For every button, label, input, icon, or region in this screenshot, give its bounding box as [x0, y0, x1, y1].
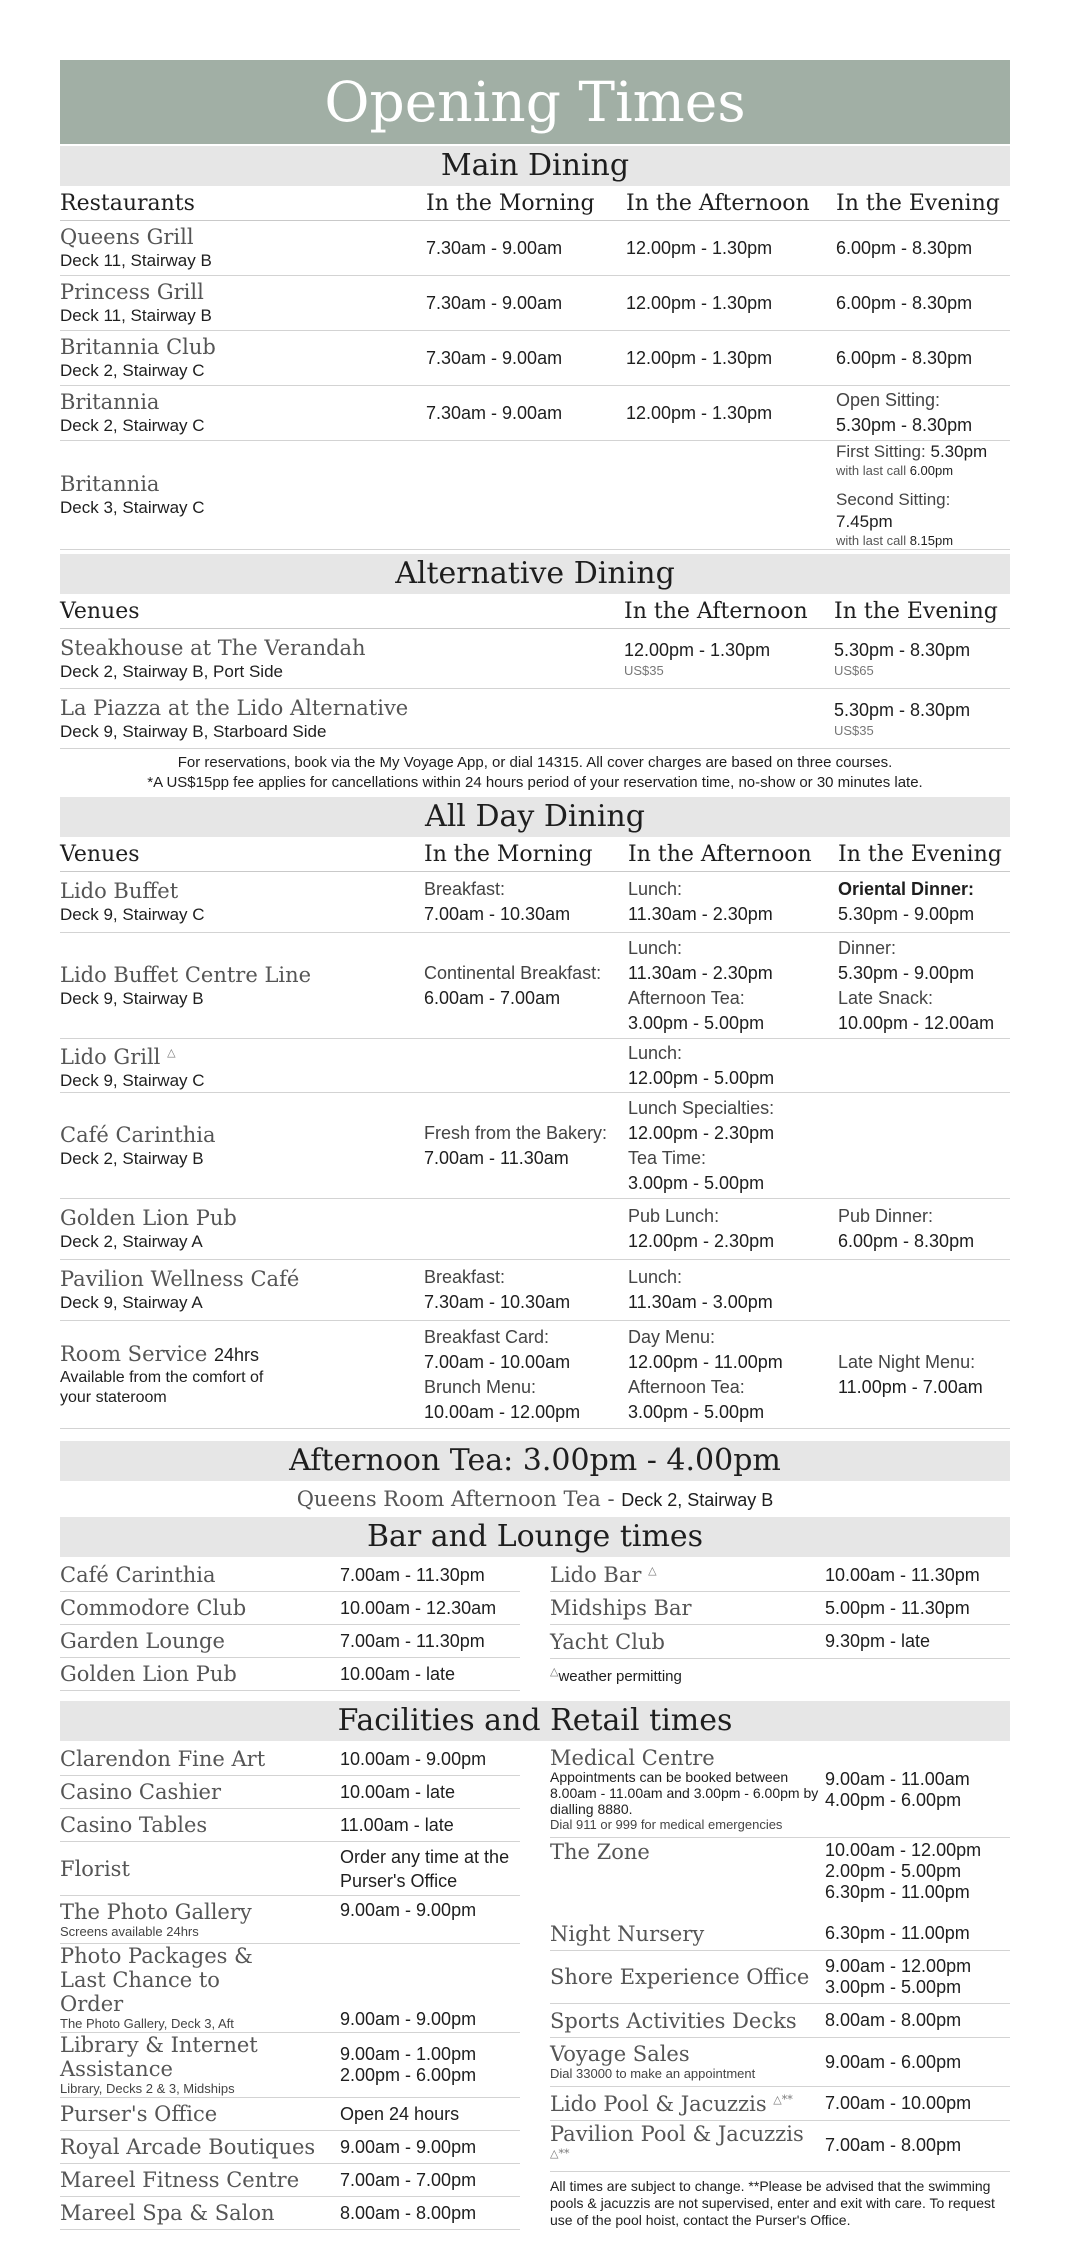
meal-time: 7.00am - 11.30am	[424, 1147, 569, 1168]
list-item	[550, 1743, 1010, 1837]
meal-time: 3.00pm - 5.00pm	[628, 1012, 765, 1033]
table-row	[60, 1260, 1010, 1321]
meal-time: 12.00pm - 11.00pm	[628, 1351, 783, 1372]
col-header: In the Afternoon	[626, 186, 836, 221]
venue-time: 9.00am - 9.00pm	[340, 1944, 520, 2033]
venue-location: Deck 2, Stairway B	[60, 1148, 204, 1168]
venue-time: 9.30pm - late	[825, 1625, 1010, 1658]
table-row	[60, 386, 1010, 441]
venue-name: Café Carinthia	[60, 1122, 216, 1147]
meal-time: 5.30pm - 9.00pm	[838, 904, 975, 924]
meal-time: 5.30pm - 9.00pm	[838, 962, 975, 983]
meal-time: 11.30am - 2.30pm	[628, 904, 773, 924]
venue-name: Lido Pool & Jacuzzis	[550, 2091, 767, 2116]
venue-location: Deck 11, Stairway B	[60, 251, 212, 270]
main-dining-heading: Main Dining	[60, 146, 1010, 186]
venue-name: Lido Grill	[60, 1044, 161, 1069]
meal-label: Afternoon Tea:	[628, 987, 745, 1008]
afternoon-time: 12.00pm - 1.30pm	[626, 386, 836, 441]
venue-name: Casino Tables	[60, 1809, 340, 1842]
venue-name: Voyage Sales	[550, 2042, 690, 2067]
afternoon-tea-location: Deck 2, Stairway B	[621, 1490, 774, 1510]
venue-name: Pavilion Wellness Café	[60, 1267, 300, 1291]
table-row	[60, 1321, 1010, 1429]
venue-name: La Piazza at the Lido Alternative	[60, 695, 409, 720]
facilities-right-list	[550, 1743, 1010, 2230]
list-item	[60, 1592, 520, 1625]
afternoon-time: 12.00pm - 1.30pm	[624, 640, 771, 660]
afternoon-time: 12.00pm - 1.30pm	[626, 331, 836, 386]
venue-name: Britannia	[60, 390, 160, 414]
meal-label: Oriental Dinner:	[838, 879, 975, 899]
sitting-time: 7.45pm	[836, 512, 893, 531]
morning-time: 7.30am - 9.00am	[426, 331, 626, 386]
meal-label: Lunch:	[628, 1042, 683, 1063]
evening-time: 6.00pm - 8.30pm	[836, 276, 1010, 331]
venue-name: Medical Centre	[550, 1745, 715, 1770]
weather-triangle-icon: △	[648, 1564, 657, 1578]
reservation-note: For reservations, book via the My Voyage App, or dial 14315. All cover charges are based on three courses.	[177, 754, 893, 771]
venue-name: Steakhouse at The Verandah	[60, 635, 366, 660]
venue-time: 7.00am - 7.00pm	[340, 2164, 520, 2197]
venue-name: Lido Buffet	[60, 879, 179, 903]
venue-note: Screens available 24hrs	[60, 1923, 199, 1939]
meal-label: Brunch Menu:	[424, 1376, 537, 1397]
list-item	[550, 1917, 1010, 1950]
col-header: In the Afternoon	[624, 594, 834, 629]
morning-time: 7.30am - 9.00am	[426, 221, 626, 276]
venue-note: Appointments can be booked between 8.00am - 11.00am and 3.00pm - 6.00pm by dialling 8880.	[550, 1768, 819, 1817]
list-item	[550, 2038, 1010, 2087]
meal-label: Breakfast:	[424, 1267, 506, 1287]
venue-note: Dial 33000 to make an appointment	[550, 2066, 756, 2082]
meal-label: Continental Breakfast:	[424, 962, 602, 983]
page-title: Opening Times	[60, 60, 1010, 144]
list-item	[60, 1658, 520, 1691]
list-item	[60, 1743, 520, 1776]
venue-time: 9.00am - 1.00pm	[340, 2044, 477, 2064]
venue-location: Deck 11, Stairway B	[60, 306, 212, 325]
venue-name: Purser's Office	[60, 2098, 340, 2131]
venue-time: 9.00am - 11.00am	[825, 1768, 970, 1789]
list-item	[60, 2164, 520, 2197]
list-item	[60, 2131, 520, 2164]
venue-time: 10.00am - late	[340, 1776, 520, 1809]
last-call-time: 8.15pm	[909, 533, 954, 548]
meal-time: 6.00pm - 8.30pm	[838, 1231, 975, 1251]
venue-time: 7.00am - 10.00pm	[825, 2087, 1010, 2121]
venue-location: Deck 9, Stairway A	[60, 1293, 203, 1312]
table-row	[60, 276, 1010, 331]
meal-label: Fresh from the Bakery:	[424, 1122, 608, 1143]
venue-time: 8.00am - 8.00pm	[340, 2197, 520, 2230]
venue-name: Commodore Club	[60, 1592, 340, 1625]
sitting-label: Second Sitting:	[836, 490, 951, 509]
last-call-label: with last call	[836, 463, 907, 478]
pool-footnote: All times are subject to change. **Please be advised that the swimming pools & jacuzzis are not supervised, enter and exit with care. To request use of the pool hoist, contact the Purser's Office.	[550, 2178, 995, 2229]
list-item	[60, 1559, 520, 1592]
table-row	[60, 689, 1010, 749]
venue-name: The Photo Gallery	[60, 1899, 252, 1924]
venue-name: Yacht Club	[550, 1625, 825, 1658]
morning-time: 7.30am - 9.00am	[426, 276, 626, 331]
venue-time: 11.00am - late	[340, 1809, 520, 1842]
sitting-time: 5.30pm	[930, 442, 988, 461]
venue-time: 10.00am - late	[340, 1658, 520, 1691]
col-header: In the Afternoon	[628, 837, 838, 872]
last-call-time: 6.00pm	[909, 463, 954, 478]
facilities-heading: Facilities and Retail times	[60, 1701, 1010, 1741]
list-item	[60, 1809, 520, 1842]
alternative-dining-heading: Alternative Dining	[60, 554, 1010, 594]
footnote-row	[550, 2171, 1010, 2230]
venue-name: Princess Grill	[60, 280, 204, 304]
venue-name: Clarendon Fine Art	[60, 1743, 340, 1776]
meal-label: Afternoon Tea:	[628, 1376, 745, 1397]
weather-footnote: weather permitting	[558, 1667, 682, 1685]
table-row	[60, 441, 1010, 550]
venue-time: Order any time at the Purser's Office	[340, 1842, 520, 1896]
venue-time: 9.00am - 6.00pm	[825, 2038, 1010, 2087]
venue-location: Deck 3, Stairway C	[60, 498, 205, 517]
meal-label: Lunch:	[628, 937, 683, 958]
meal-time: 7.30am - 10.30am	[424, 1292, 571, 1312]
venue-name: Lido Buffet Centre Line	[60, 962, 312, 987]
meal-label: Lunch:	[628, 1267, 683, 1287]
table-row	[60, 1093, 1010, 1199]
col-header: Venues	[60, 837, 424, 872]
list-item	[550, 2121, 1010, 2171]
venue-location: Deck 2, Stairway C	[60, 361, 205, 380]
meal-label: Breakfast:	[424, 879, 506, 899]
room-service-hours: 24hrs	[214, 1345, 260, 1365]
list-item	[60, 1944, 520, 2033]
venue-name: The Zone	[550, 1839, 650, 1864]
venue-time: 9.00am - 12.00pm	[825, 1956, 972, 1977]
table-row	[60, 1039, 1010, 1093]
meal-time: 11.30am - 3.00pm	[628, 1292, 773, 1312]
venue-name: Golden Lion Pub	[60, 1206, 237, 1230]
venue-time: 10.00am - 12.30am	[340, 1592, 520, 1625]
table-row	[60, 872, 1010, 933]
venue-time: 10.00am - 9.00pm	[340, 1743, 520, 1776]
meal-time: 3.00pm - 5.00pm	[628, 1172, 765, 1193]
venue-time: 6.30pm - 11.00pm	[825, 1917, 1010, 1950]
venue-location: Deck 2, Stairway B, Port Side	[60, 661, 283, 681]
afternoon-tea-heading: Afternoon Tea: 3.00pm - 4.00pm	[60, 1441, 1010, 1481]
list-item	[60, 1896, 520, 1944]
weather-triangle-icon: △	[550, 1665, 559, 1678]
venue-time: 2.00pm - 6.00pm	[340, 2065, 477, 2085]
weather-triangle-icon: △**	[550, 2146, 570, 2160]
venue-location: Deck 2, Stairway A	[60, 1232, 203, 1251]
venue-time: 2.00pm - 5.00pm	[825, 1860, 962, 1881]
afternoon-time: 12.00pm - 1.30pm	[626, 221, 836, 276]
venue-time: 6.30pm - 11.00pm	[825, 1881, 970, 1902]
meal-time: 7.00am - 10.00am	[424, 1351, 571, 1372]
venue-location: Deck 9, Stairway B, Starboard Side	[60, 721, 327, 741]
venue-name: Mareel Spa & Salon	[60, 2197, 340, 2230]
afternoon-time: 12.00pm - 1.30pm	[626, 276, 836, 331]
facilities-left-list	[60, 1743, 520, 2230]
alternative-dining-table	[60, 594, 1010, 749]
venue-name: Lido Bar	[550, 1563, 642, 1588]
venue-name: Florist	[60, 1842, 340, 1896]
table-row	[60, 1199, 1010, 1260]
venue-time: 7.00am - 11.30pm	[340, 1625, 520, 1658]
evening-time: 6.00pm - 8.30pm	[836, 331, 1010, 386]
venue-name: Sports Activities Decks	[550, 2004, 825, 2038]
meal-time: 12.00pm - 2.30pm	[628, 1231, 775, 1251]
venue-location: Deck 9, Stairway C	[60, 1070, 205, 1090]
meal-label: Breakfast Card:	[424, 1326, 550, 1347]
venue-location: Available from the comfort of your stateroom	[60, 1369, 264, 1406]
bar-lounge-heading: Bar and Lounge times	[60, 1517, 1010, 1557]
venue-name: Library & Internet Assistance	[60, 2033, 258, 2081]
meal-time: 12.00pm - 2.30pm	[628, 1122, 775, 1143]
afternoon-tea-venue-name: Queens Room Afternoon Tea -	[296, 1487, 622, 1511]
cover-charge: US$65	[834, 663, 874, 678]
table-row	[60, 331, 1010, 386]
venue-name: Royal Arcade Boutiques	[60, 2131, 340, 2164]
cancellation-note: *A US$15pp fee applies for cancellations within 24 hours period of your reservation time, no-show or 30 minutes late.	[147, 774, 923, 791]
list-item	[60, 1776, 520, 1809]
meal-label: Tea Time:	[628, 1147, 707, 1168]
bar-lounge-left-list	[60, 1559, 520, 1691]
venue-name: Queens Grill	[60, 225, 194, 249]
venue-time: 10.00am - 11.30pm	[825, 1559, 1010, 1592]
bar-lounge-right-list	[550, 1559, 1010, 1691]
list-item	[60, 2098, 520, 2131]
meal-label: Pub Lunch:	[628, 1206, 720, 1226]
venue-name: Casino Cashier	[60, 1776, 340, 1809]
venue-time: 4.00pm - 6.00pm	[825, 1789, 962, 1810]
table-row	[60, 221, 1010, 276]
list-item	[550, 2087, 1010, 2121]
venue-name: Pavilion Pool & Jacuzzis	[550, 2121, 804, 2146]
venue-location: Deck 9, Stairway C	[60, 905, 205, 924]
evening-time: 5.30pm - 8.30pm	[834, 640, 971, 660]
meal-time: 10.00am - 12.00pm	[424, 1401, 581, 1422]
venue-time: 7.00am - 8.00pm	[825, 2121, 1010, 2171]
venue-time: 9.00am - 9.00pm	[340, 1896, 520, 1944]
meal-time: 6.00am - 7.00am	[424, 987, 561, 1008]
list-item	[550, 1625, 1010, 1658]
weather-triangle-icon: △	[167, 1045, 176, 1059]
venue-location: Deck 9, Stairway B	[60, 988, 204, 1008]
venue-name: Photo Packages & Last Chance to Order	[60, 1944, 253, 2016]
meal-label: Lunch:	[628, 879, 683, 899]
meal-time: 11.00pm - 7.00am	[838, 1376, 983, 1397]
meal-time: 10.00pm - 12.00am	[838, 1012, 995, 1033]
venue-time: 8.00am - 8.00pm	[825, 2004, 1010, 2038]
list-item	[60, 1625, 520, 1658]
evening-time: 5.30pm - 8.30pm	[836, 415, 973, 435]
venue-time: 5.00pm - 11.30pm	[825, 1592, 1010, 1625]
col-header: In the Evening	[838, 837, 1010, 872]
weather-triangle-icon: △**	[773, 2092, 793, 2106]
col-header: Restaurants	[60, 186, 426, 221]
venue-name: Room Service	[60, 1342, 208, 1366]
all-day-dining-heading: All Day Dining	[60, 797, 1010, 837]
all-day-dining-table	[60, 837, 1010, 1429]
evening-time: 6.00pm - 8.30pm	[836, 221, 1010, 276]
meal-time: 3.00pm - 5.00pm	[628, 1401, 765, 1422]
list-item	[550, 2004, 1010, 2038]
meal-label: Pub Dinner:	[838, 1206, 934, 1226]
meal-label: Day Menu:	[628, 1326, 716, 1347]
meal-label: Lunch Specialties:	[628, 1097, 775, 1118]
main-dining-table	[60, 186, 1010, 550]
venue-time: 9.00am - 9.00pm	[340, 2131, 520, 2164]
table-row	[60, 629, 1010, 689]
col-header: In the Evening	[834, 594, 1010, 629]
list-item	[60, 2033, 520, 2098]
sitting-label: Open Sitting:	[836, 390, 941, 410]
meal-time: 11.30am - 2.30pm	[628, 962, 773, 983]
venue-location: Deck 2, Stairway C	[60, 416, 205, 435]
venue-name: Shore Experience Office	[550, 1951, 825, 2004]
venue-name: Britannia Club	[60, 335, 216, 359]
list-item	[60, 1842, 520, 1896]
meal-label: Late Night Menu:	[838, 1351, 976, 1372]
venue-name: Night Nursery	[550, 1917, 825, 1950]
list-item	[550, 1951, 1010, 2004]
col-header: In the Morning	[426, 186, 626, 221]
list-item	[550, 1592, 1010, 1625]
last-call-label: with last call	[836, 533, 907, 548]
footnote-row	[550, 1658, 1010, 1691]
col-header: In the Evening	[836, 186, 1010, 221]
venue-time: Open 24 hours	[340, 2098, 520, 2131]
venue-time: 3.00pm - 5.00pm	[825, 1977, 962, 1998]
meal-label: Dinner:	[838, 937, 897, 958]
venue-note: The Photo Gallery, Deck 3, Aft	[60, 2016, 234, 2031]
venue-name: Midships Bar	[550, 1592, 825, 1625]
morning-time: 7.30am - 9.00am	[426, 386, 626, 441]
venue-name: Garden Lounge	[60, 1625, 340, 1658]
venue-note: Dial 911 or 999 for medical emergencies	[550, 1816, 783, 1832]
venue-name: Café Carinthia	[60, 1559, 340, 1592]
venue-name: Golden Lion Pub	[60, 1658, 340, 1691]
venue-name: Mareel Fitness Centre	[60, 2164, 340, 2197]
col-header: In the Morning	[424, 837, 628, 872]
venue-note: Library, Decks 2 & 3, Midships	[60, 2081, 235, 2096]
meal-time: 7.00am - 10.30am	[424, 904, 571, 924]
list-item	[550, 1837, 1010, 1917]
list-item	[550, 1559, 1010, 1592]
sitting-label: First Sitting:	[836, 442, 926, 461]
meal-label: Late Snack:	[838, 987, 934, 1008]
table-row	[60, 933, 1010, 1039]
meal-time: 12.00pm - 5.00pm	[628, 1067, 775, 1088]
col-header: Venues	[60, 594, 624, 629]
evening-time: 5.30pm - 8.30pm	[834, 700, 971, 720]
venue-time: 10.00am - 12.00pm	[825, 1839, 982, 1860]
cover-charge: US$35	[834, 723, 874, 738]
list-item	[60, 2197, 520, 2230]
afternoon-tea-venue	[60, 1481, 1010, 1517]
venue-name: Britannia	[60, 472, 160, 496]
cover-charge: US$35	[624, 663, 664, 678]
venue-time: 7.00am - 11.30pm	[340, 1559, 520, 1592]
